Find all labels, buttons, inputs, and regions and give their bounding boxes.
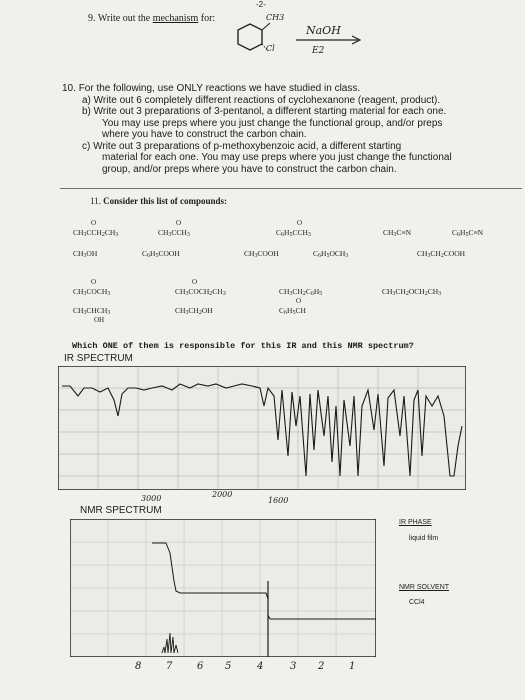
q10-part-b-line3: where you have to construct the carbon chain. — [102, 129, 307, 140]
compound-butanone: CH3CCH2CH3 — [73, 228, 119, 238]
nmr-spectrum-chart — [70, 519, 376, 657]
ir-mark-1600: 1600 — [268, 496, 289, 505]
q10-number: 10. — [62, 83, 76, 94]
carbonyl-o: O — [296, 297, 302, 305]
cyclohexane-ring — [238, 24, 262, 50]
compound-benzoic-acid: C6H5COOH — [142, 249, 180, 259]
nmr-mark-5: 5 — [225, 661, 232, 672]
compound-acetophenone: C6H5CCH3 — [276, 228, 311, 238]
spectrum-question: Which ONE of them is responsible for this IR and this NMR spectrum? — [72, 341, 414, 351]
q9-text-prefix: Write out the — [97, 13, 151, 24]
section-divider — [60, 188, 522, 189]
carbonyl-o: O — [297, 219, 303, 227]
compound-ethylbenzene: CH3CH2C6H5 — [279, 287, 323, 297]
compound-acetone: CH3CCH3 — [158, 228, 190, 238]
methyl-label: CH3 — [266, 13, 285, 22]
compound-acetonitrile: CH3C≡N — [383, 228, 412, 238]
question-10 — [62, 83, 522, 175]
ir-title: IR SPECTRUM — [64, 353, 133, 364]
nmr-mark-1: 1 — [349, 661, 356, 672]
nmr-solvent-label: NMR SOLVENT — [399, 584, 450, 591]
cyclohexane-structure — [228, 18, 276, 60]
compound-ethyl-acetate: CH3COCH2CH3 — [175, 287, 226, 297]
carbonyl-o: O — [176, 219, 182, 227]
q9-number: 9. — [88, 13, 96, 24]
nmr-mark-6: 6 — [197, 661, 204, 672]
ir-mark-3000: 3000 — [141, 494, 162, 503]
q10-part-c-line2: material for each one. You may use preps where you just change the functional — [102, 152, 452, 163]
compound-isopropanol: CH3CHCH3 — [73, 306, 111, 316]
nmr-title: NMR SPECTRUM — [80, 505, 162, 516]
compound-diethyl-ether: CH3CH2OCH2CH3 — [382, 287, 442, 297]
q10-part-b-line1: b) Write out 3 preparations of 3-pentanol, a different starting material for each one. — [82, 106, 447, 117]
methyl-bond — [262, 23, 270, 30]
q9-mechanism-word: mechanism — [152, 13, 199, 24]
ir-spectrum-chart — [58, 366, 466, 490]
q11-number: 11. — [90, 196, 101, 206]
ir-phase-value: liquid film — [409, 535, 439, 542]
q9-text-suffix: for: — [200, 13, 216, 24]
nmr-solvent-value: CCl4 — [409, 599, 425, 606]
nmr-mark-4: 4 — [257, 661, 264, 672]
page-number: -2- — [256, 0, 266, 9]
question-11 — [90, 196, 227, 206]
carbonyl-o: O — [192, 278, 198, 286]
q10-part-c-line1: c) Write out 3 preparations of p-methoxybenzoic acid, a different starting — [82, 140, 402, 152]
nmr-mark-7: 7 — [166, 661, 173, 672]
condition-label: E2 — [312, 46, 325, 56]
compound-benzonitrile: C6H5C≡N — [452, 228, 484, 238]
compound-methanol: CH3OH — [73, 249, 98, 259]
carbonyl-o: O — [91, 219, 97, 227]
reaction-arrow — [294, 34, 364, 46]
compound-ethanol: CH3CH2OH — [175, 306, 213, 316]
q10-part-c-line3: group, and/or preps where you have to construct the carbon chain. — [102, 163, 397, 175]
ir-mark-2000: 2000 — [212, 490, 233, 499]
q11-prompt: Consider this list of compounds: — [103, 196, 228, 206]
compound-methyl-acetate: CH3COCH3 — [73, 287, 111, 297]
q10-part-b-line2: You may use preps where you just change the functional group, and/or preps — [102, 117, 443, 129]
ir-phase-label: IR PHASE — [399, 519, 432, 526]
compound-benzaldehyde: C6H5CH — [279, 306, 306, 316]
carbonyl-o: O — [91, 278, 97, 286]
q10-part-a: a) Write out 6 completely different reactions of cyclohexanone (reagent, product). — [82, 94, 441, 106]
q10-intro: For the following, use ONLY reactions we have studied in class. — [78, 83, 361, 94]
nmr-mark-2: 2 — [318, 661, 325, 672]
reagent-label: NaOH — [306, 24, 341, 37]
question-9 — [88, 13, 215, 24]
hydroxyl-oh: OH — [94, 316, 105, 324]
nmr-mark-3: 3 — [290, 661, 297, 672]
compound-propanoic-acid: CH3CH2COOH — [417, 249, 466, 259]
nmr-mark-8: 8 — [135, 661, 142, 672]
compound-acetic-acid: CH3COOH — [244, 249, 279, 259]
chloro-label: Cl — [266, 44, 275, 53]
compound-anisole: C6H5OCH3 — [313, 249, 349, 259]
